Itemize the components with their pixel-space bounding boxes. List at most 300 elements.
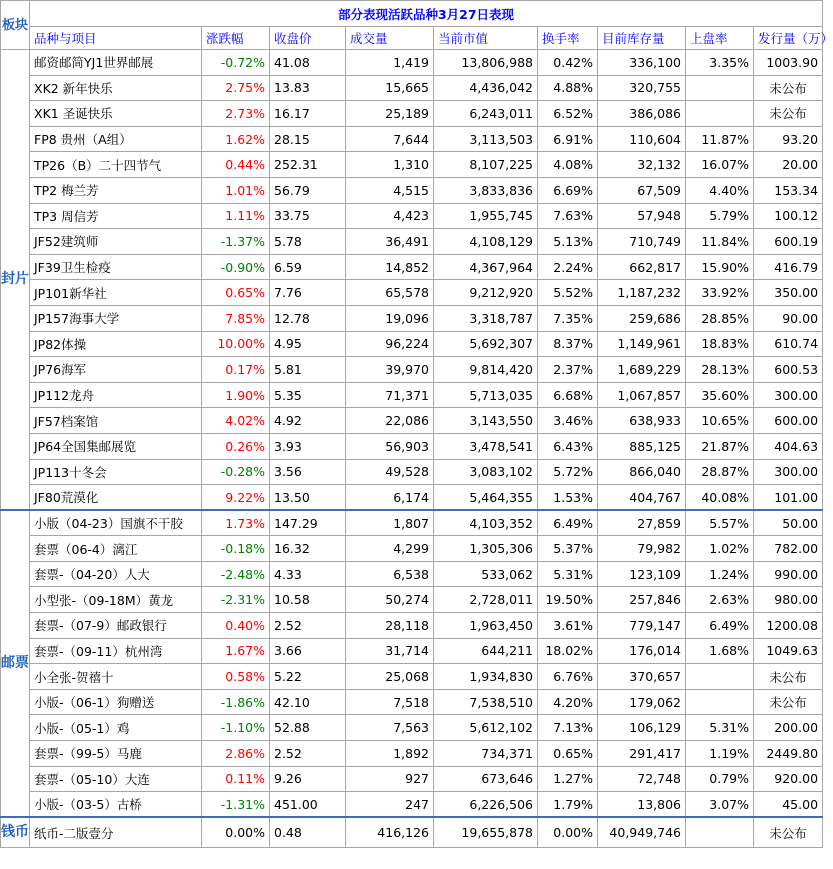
- table-row: [1, 433, 823, 459]
- cell-close: 56.79: [270, 177, 346, 203]
- cell-volume: 71,371: [346, 382, 434, 408]
- cell-turnover: 0.42%: [538, 50, 598, 76]
- cell-up-rate: [686, 689, 754, 715]
- cell-stock: 13,806: [598, 792, 686, 818]
- table-row: [1, 331, 823, 357]
- table-row: [1, 715, 823, 741]
- cell-close: 5.78: [270, 229, 346, 255]
- cell-volume: 6,538: [346, 561, 434, 587]
- table-row: [1, 587, 823, 613]
- cell-up-rate: 5.79%: [686, 203, 754, 229]
- cell-issue: 90.00: [754, 305, 823, 331]
- cell-up-rate: 21.87%: [686, 433, 754, 459]
- corner-label: 板块: [1, 1, 30, 50]
- cell-volume: 4,299: [346, 536, 434, 562]
- table-row: [1, 50, 823, 76]
- cell-market-cap: 3,113,503: [434, 126, 538, 152]
- cell-up-rate: 2.63%: [686, 587, 754, 613]
- cell-name: 套票-（07-9）邮政银行: [30, 613, 202, 639]
- cell-market-cap: 3,318,787: [434, 305, 538, 331]
- header-stock: 目前库存量: [598, 27, 686, 50]
- cell-up-rate: 18.83%: [686, 331, 754, 357]
- cell-turnover: 4.20%: [538, 689, 598, 715]
- cell-close: 13.50: [270, 485, 346, 511]
- cell-issue: 未公布: [754, 689, 823, 715]
- cell-stock: 370,657: [598, 664, 686, 690]
- cell-change: 1.90%: [202, 382, 270, 408]
- table-row: [1, 766, 823, 792]
- cell-turnover: 7.13%: [538, 715, 598, 741]
- cell-stock: 866,040: [598, 459, 686, 485]
- cell-volume: 1,807: [346, 510, 434, 536]
- cell-close: 52.88: [270, 715, 346, 741]
- table-row: [1, 126, 823, 152]
- cell-change: 2.75%: [202, 75, 270, 101]
- cell-change: 0.00%: [202, 817, 270, 847]
- cell-turnover: 1.27%: [538, 766, 598, 792]
- cell-market-cap: 2,728,011: [434, 587, 538, 613]
- cell-up-rate: 4.40%: [686, 177, 754, 203]
- section-label: 邮票: [1, 510, 30, 817]
- table-row: [1, 741, 823, 767]
- cell-name: TP26（B）二十四节气: [30, 152, 202, 178]
- cell-close: 16.17: [270, 101, 346, 127]
- cell-stock: 638,933: [598, 408, 686, 434]
- cell-stock: 1,187,232: [598, 280, 686, 306]
- table-row: [1, 152, 823, 178]
- cell-name: 邮资邮简YJ1世界邮展: [30, 50, 202, 76]
- cell-volume: 56,903: [346, 433, 434, 459]
- cell-change: -1.86%: [202, 689, 270, 715]
- cell-name: JF80荒漠化: [30, 485, 202, 511]
- table-row: [1, 408, 823, 434]
- header-volume: 成交量: [346, 27, 434, 50]
- cell-name: 小型张-（09-18M）黄龙: [30, 587, 202, 613]
- cell-stock: 320,755: [598, 75, 686, 101]
- cell-market-cap: 5,692,307: [434, 331, 538, 357]
- cell-name: 纸币-二版壹分: [30, 817, 202, 847]
- cell-change: 7.85%: [202, 305, 270, 331]
- cell-change: 1.11%: [202, 203, 270, 229]
- cell-volume: 7,644: [346, 126, 434, 152]
- table-row: [1, 792, 823, 818]
- cell-stock: 662,817: [598, 254, 686, 280]
- cell-change: 2.73%: [202, 101, 270, 127]
- cell-turnover: 5.72%: [538, 459, 598, 485]
- cell-up-rate: [686, 664, 754, 690]
- cell-stock: 386,086: [598, 101, 686, 127]
- cell-volume: 28,118: [346, 613, 434, 639]
- cell-change: -1.10%: [202, 715, 270, 741]
- cell-change: 0.65%: [202, 280, 270, 306]
- cell-stock: 259,686: [598, 305, 686, 331]
- cell-close: 41.08: [270, 50, 346, 76]
- cell-name: JP112龙舟: [30, 382, 202, 408]
- cell-issue: 未公布: [754, 75, 823, 101]
- cell-volume: 1,419: [346, 50, 434, 76]
- table-row: [1, 254, 823, 280]
- cell-market-cap: 19,655,878: [434, 817, 538, 847]
- cell-change: -2.31%: [202, 587, 270, 613]
- cell-up-rate: 28.85%: [686, 305, 754, 331]
- cell-issue: 350.00: [754, 280, 823, 306]
- table-body: [1, 50, 823, 848]
- cell-change: 0.40%: [202, 613, 270, 639]
- cell-name: XK2 新年快乐: [30, 75, 202, 101]
- cell-close: 6.59: [270, 254, 346, 280]
- cell-issue: 600.19: [754, 229, 823, 255]
- cell-change: 1.62%: [202, 126, 270, 152]
- table-row: [1, 357, 823, 383]
- cell-up-rate: [686, 817, 754, 847]
- table-row: [1, 510, 823, 536]
- cell-stock: 110,604: [598, 126, 686, 152]
- cell-stock: 123,109: [598, 561, 686, 587]
- cell-change: -0.28%: [202, 459, 270, 485]
- table-row: [1, 459, 823, 485]
- cell-close: 33.75: [270, 203, 346, 229]
- table-title: 部分表现活跃品种3月27日表现: [30, 1, 823, 27]
- cell-turnover: 6.68%: [538, 382, 598, 408]
- cell-stock: 57,948: [598, 203, 686, 229]
- cell-market-cap: 9,212,920: [434, 280, 538, 306]
- table-row: [1, 613, 823, 639]
- cell-change: -0.90%: [202, 254, 270, 280]
- cell-close: 147.29: [270, 510, 346, 536]
- table-row: [1, 638, 823, 664]
- cell-issue: 600.00: [754, 408, 823, 434]
- table-row: [1, 382, 823, 408]
- cell-up-rate: 0.79%: [686, 766, 754, 792]
- cell-volume: 927: [346, 766, 434, 792]
- cell-turnover: 4.08%: [538, 152, 598, 178]
- cell-stock: 67,509: [598, 177, 686, 203]
- section-label: 封片: [1, 50, 30, 511]
- table-row: [1, 664, 823, 690]
- cell-market-cap: 4,103,352: [434, 510, 538, 536]
- table-row: [1, 101, 823, 127]
- cell-change: 0.58%: [202, 664, 270, 690]
- cell-close: 5.22: [270, 664, 346, 690]
- cell-name: JP64全国集邮展览: [30, 433, 202, 459]
- cell-issue: 153.34: [754, 177, 823, 203]
- cell-close: 28.15: [270, 126, 346, 152]
- cell-stock: 1,689,229: [598, 357, 686, 383]
- cell-turnover: 6.49%: [538, 510, 598, 536]
- cell-market-cap: 1,955,745: [434, 203, 538, 229]
- cell-up-rate: [686, 75, 754, 101]
- cell-up-rate: 6.49%: [686, 613, 754, 639]
- cell-volume: 25,068: [346, 664, 434, 690]
- cell-stock: 106,129: [598, 715, 686, 741]
- table-row: [1, 75, 823, 101]
- cell-up-rate: 1.02%: [686, 536, 754, 562]
- cell-close: 3.93: [270, 433, 346, 459]
- cell-market-cap: 644,211: [434, 638, 538, 664]
- cell-close: 42.10: [270, 689, 346, 715]
- cell-close: 451.00: [270, 792, 346, 818]
- cell-issue: 未公布: [754, 817, 823, 847]
- cell-market-cap: 1,963,450: [434, 613, 538, 639]
- cell-turnover: 6.52%: [538, 101, 598, 127]
- cell-volume: 4,515: [346, 177, 434, 203]
- cell-issue: 920.00: [754, 766, 823, 792]
- cell-stock: 336,100: [598, 50, 686, 76]
- header-up-rate: 上盘率: [686, 27, 754, 50]
- cell-up-rate: 1.19%: [686, 741, 754, 767]
- cell-stock: 27,859: [598, 510, 686, 536]
- cell-change: -2.48%: [202, 561, 270, 587]
- cell-market-cap: 3,478,541: [434, 433, 538, 459]
- cell-up-rate: 28.87%: [686, 459, 754, 485]
- cell-volume: 6,174: [346, 485, 434, 511]
- header-row: [1, 27, 823, 50]
- header-issue: 发行量（万）: [754, 27, 823, 50]
- cell-turnover: 0.00%: [538, 817, 598, 847]
- section-label: 钱币: [1, 817, 30, 847]
- cell-volume: 4,423: [346, 203, 434, 229]
- cell-market-cap: 3,833,836: [434, 177, 538, 203]
- header-close: 收盘价: [270, 27, 346, 50]
- cell-market-cap: 5,713,035: [434, 382, 538, 408]
- cell-stock: 710,749: [598, 229, 686, 255]
- cell-turnover: 6.43%: [538, 433, 598, 459]
- cell-up-rate: 5.31%: [686, 715, 754, 741]
- cell-stock: 885,125: [598, 433, 686, 459]
- cell-market-cap: 9,814,420: [434, 357, 538, 383]
- cell-issue: 93.20: [754, 126, 823, 152]
- cell-market-cap: 6,243,011: [434, 101, 538, 127]
- cell-name: XK1 圣诞快乐: [30, 101, 202, 127]
- cell-change: 10.00%: [202, 331, 270, 357]
- cell-close: 2.52: [270, 741, 346, 767]
- cell-issue: 50.00: [754, 510, 823, 536]
- cell-market-cap: 4,108,129: [434, 229, 538, 255]
- cell-up-rate: 15.90%: [686, 254, 754, 280]
- header-change: 涨跌幅: [202, 27, 270, 50]
- table-row: [1, 177, 823, 203]
- cell-market-cap: 533,062: [434, 561, 538, 587]
- cell-name: 套票-（99-5）马鹿: [30, 741, 202, 767]
- cell-market-cap: 4,367,964: [434, 254, 538, 280]
- cell-name: 小版-（03-5）古桥: [30, 792, 202, 818]
- cell-up-rate: 1.68%: [686, 638, 754, 664]
- cell-volume: 247: [346, 792, 434, 818]
- cell-name: FP8 贵州（A组）: [30, 126, 202, 152]
- cell-market-cap: 5,612,102: [434, 715, 538, 741]
- cell-turnover: 8.37%: [538, 331, 598, 357]
- cell-name: JF52建筑师: [30, 229, 202, 255]
- cell-up-rate: 5.57%: [686, 510, 754, 536]
- cell-volume: 416,126: [346, 817, 434, 847]
- cell-stock: 40,949,746: [598, 817, 686, 847]
- cell-market-cap: 8,107,225: [434, 152, 538, 178]
- cell-change: 0.11%: [202, 766, 270, 792]
- header-variety: 品种与项目: [30, 27, 202, 50]
- cell-turnover: 3.46%: [538, 408, 598, 434]
- cell-close: 4.33: [270, 561, 346, 587]
- header-market-cap: 当前市值: [434, 27, 538, 50]
- cell-volume: 39,970: [346, 357, 434, 383]
- cell-turnover: 1.53%: [538, 485, 598, 511]
- cell-issue: 404.63: [754, 433, 823, 459]
- cell-change: 4.02%: [202, 408, 270, 434]
- table-row: [1, 305, 823, 331]
- cell-volume: 49,528: [346, 459, 434, 485]
- cell-market-cap: 6,226,506: [434, 792, 538, 818]
- table-row: [1, 689, 823, 715]
- cell-close: 7.76: [270, 280, 346, 306]
- cell-turnover: 2.24%: [538, 254, 598, 280]
- cell-name: JP76海军: [30, 357, 202, 383]
- cell-issue: 未公布: [754, 101, 823, 127]
- cell-stock: 72,748: [598, 766, 686, 792]
- cell-issue: 416.79: [754, 254, 823, 280]
- cell-name: 套票（06-4）漓江: [30, 536, 202, 562]
- cell-issue: 20.00: [754, 152, 823, 178]
- cell-issue: 300.00: [754, 459, 823, 485]
- cell-market-cap: 673,646: [434, 766, 538, 792]
- cell-name: 小版-（05-1）鸡: [30, 715, 202, 741]
- table-row: [1, 561, 823, 587]
- cell-up-rate: 10.65%: [686, 408, 754, 434]
- cell-market-cap: 7,538,510: [434, 689, 538, 715]
- cell-volume: 50,274: [346, 587, 434, 613]
- cell-change: -1.31%: [202, 792, 270, 818]
- cell-volume: 7,563: [346, 715, 434, 741]
- cell-issue: 990.00: [754, 561, 823, 587]
- cell-close: 2.52: [270, 613, 346, 639]
- table-row: [1, 280, 823, 306]
- cell-market-cap: 1,934,830: [434, 664, 538, 690]
- cell-name: 小全张-贺禧十: [30, 664, 202, 690]
- cell-volume: 14,852: [346, 254, 434, 280]
- cell-stock: 1,067,857: [598, 382, 686, 408]
- cell-turnover: 1.79%: [538, 792, 598, 818]
- cell-name: 套票-（05-10）大连: [30, 766, 202, 792]
- cell-issue: 100.12: [754, 203, 823, 229]
- cell-name: 小版（04-23）国旗不干胶: [30, 510, 202, 536]
- cell-turnover: 7.35%: [538, 305, 598, 331]
- cell-volume: 1,310: [346, 152, 434, 178]
- cell-name: 小版-（06-1）狗赠送: [30, 689, 202, 715]
- cell-volume: 22,086: [346, 408, 434, 434]
- cell-volume: 15,665: [346, 75, 434, 101]
- cell-name: JP101新华社: [30, 280, 202, 306]
- cell-volume: 96,224: [346, 331, 434, 357]
- cell-turnover: 18.02%: [538, 638, 598, 664]
- cell-close: 13.83: [270, 75, 346, 101]
- cell-up-rate: 35.60%: [686, 382, 754, 408]
- table-row: [1, 536, 823, 562]
- cell-name: 套票-（04-20）人大: [30, 561, 202, 587]
- cell-up-rate: 3.35%: [686, 50, 754, 76]
- cell-market-cap: 4,436,042: [434, 75, 538, 101]
- cell-change: 2.86%: [202, 741, 270, 767]
- cell-change: 0.17%: [202, 357, 270, 383]
- cell-up-rate: 16.07%: [686, 152, 754, 178]
- cell-volume: 1,892: [346, 741, 434, 767]
- cell-up-rate: 40.08%: [686, 485, 754, 511]
- cell-name: JP157海事大学: [30, 305, 202, 331]
- cell-turnover: 5.31%: [538, 561, 598, 587]
- cell-up-rate: 11.84%: [686, 229, 754, 255]
- cell-market-cap: 13,806,988: [434, 50, 538, 76]
- cell-close: 9.26: [270, 766, 346, 792]
- cell-market-cap: 3,143,550: [434, 408, 538, 434]
- cell-up-rate: 1.24%: [686, 561, 754, 587]
- cell-turnover: 6.91%: [538, 126, 598, 152]
- cell-issue: 101.00: [754, 485, 823, 511]
- cell-turnover: 5.52%: [538, 280, 598, 306]
- cell-turnover: 6.76%: [538, 664, 598, 690]
- cell-change: 0.26%: [202, 433, 270, 459]
- cell-issue: 45.00: [754, 792, 823, 818]
- cell-change: 9.22%: [202, 485, 270, 511]
- cell-volume: 7,518: [346, 689, 434, 715]
- table-row: [1, 485, 823, 511]
- cell-up-rate: 33.92%: [686, 280, 754, 306]
- cell-stock: 1,149,961: [598, 331, 686, 357]
- cell-turnover: 5.13%: [538, 229, 598, 255]
- cell-turnover: 5.37%: [538, 536, 598, 562]
- cell-change: -0.18%: [202, 536, 270, 562]
- cell-turnover: 7.63%: [538, 203, 598, 229]
- cell-name: JF39卫生检疫: [30, 254, 202, 280]
- cell-market-cap: 3,083,102: [434, 459, 538, 485]
- cell-stock: 779,147: [598, 613, 686, 639]
- cell-turnover: 6.69%: [538, 177, 598, 203]
- cell-close: 3.66: [270, 638, 346, 664]
- cell-issue: 1200.08: [754, 613, 823, 639]
- table-row: [1, 229, 823, 255]
- cell-up-rate: 3.07%: [686, 792, 754, 818]
- cell-issue: 980.00: [754, 587, 823, 613]
- cell-market-cap: 1,305,306: [434, 536, 538, 562]
- cell-stock: 179,062: [598, 689, 686, 715]
- table-row: [1, 817, 823, 847]
- cell-turnover: 4.88%: [538, 75, 598, 101]
- cell-change: 0.44%: [202, 152, 270, 178]
- cell-issue: 610.74: [754, 331, 823, 357]
- cell-close: 5.35: [270, 382, 346, 408]
- cell-close: 16.32: [270, 536, 346, 562]
- cell-issue: 300.00: [754, 382, 823, 408]
- cell-issue: 2449.80: [754, 741, 823, 767]
- cell-stock: 79,982: [598, 536, 686, 562]
- cell-name: JF57档案馆: [30, 408, 202, 434]
- cell-name: JP82体操: [30, 331, 202, 357]
- cell-stock: 32,132: [598, 152, 686, 178]
- cell-turnover: 2.37%: [538, 357, 598, 383]
- cell-issue: 200.00: [754, 715, 823, 741]
- cell-turnover: 0.65%: [538, 741, 598, 767]
- cell-close: 4.95: [270, 331, 346, 357]
- cell-close: 4.92: [270, 408, 346, 434]
- cell-market-cap: 734,371: [434, 741, 538, 767]
- cell-turnover: 3.61%: [538, 613, 598, 639]
- cell-name: TP2 梅兰芳: [30, 177, 202, 203]
- cell-issue: 1049.63: [754, 638, 823, 664]
- cell-issue: 未公布: [754, 664, 823, 690]
- cell-stock: 404,767: [598, 485, 686, 511]
- cell-close: 3.56: [270, 459, 346, 485]
- cell-close: 5.81: [270, 357, 346, 383]
- cell-volume: 25,189: [346, 101, 434, 127]
- cell-stock: 291,417: [598, 741, 686, 767]
- cell-name: TP3 周信芳: [30, 203, 202, 229]
- cell-volume: 19,096: [346, 305, 434, 331]
